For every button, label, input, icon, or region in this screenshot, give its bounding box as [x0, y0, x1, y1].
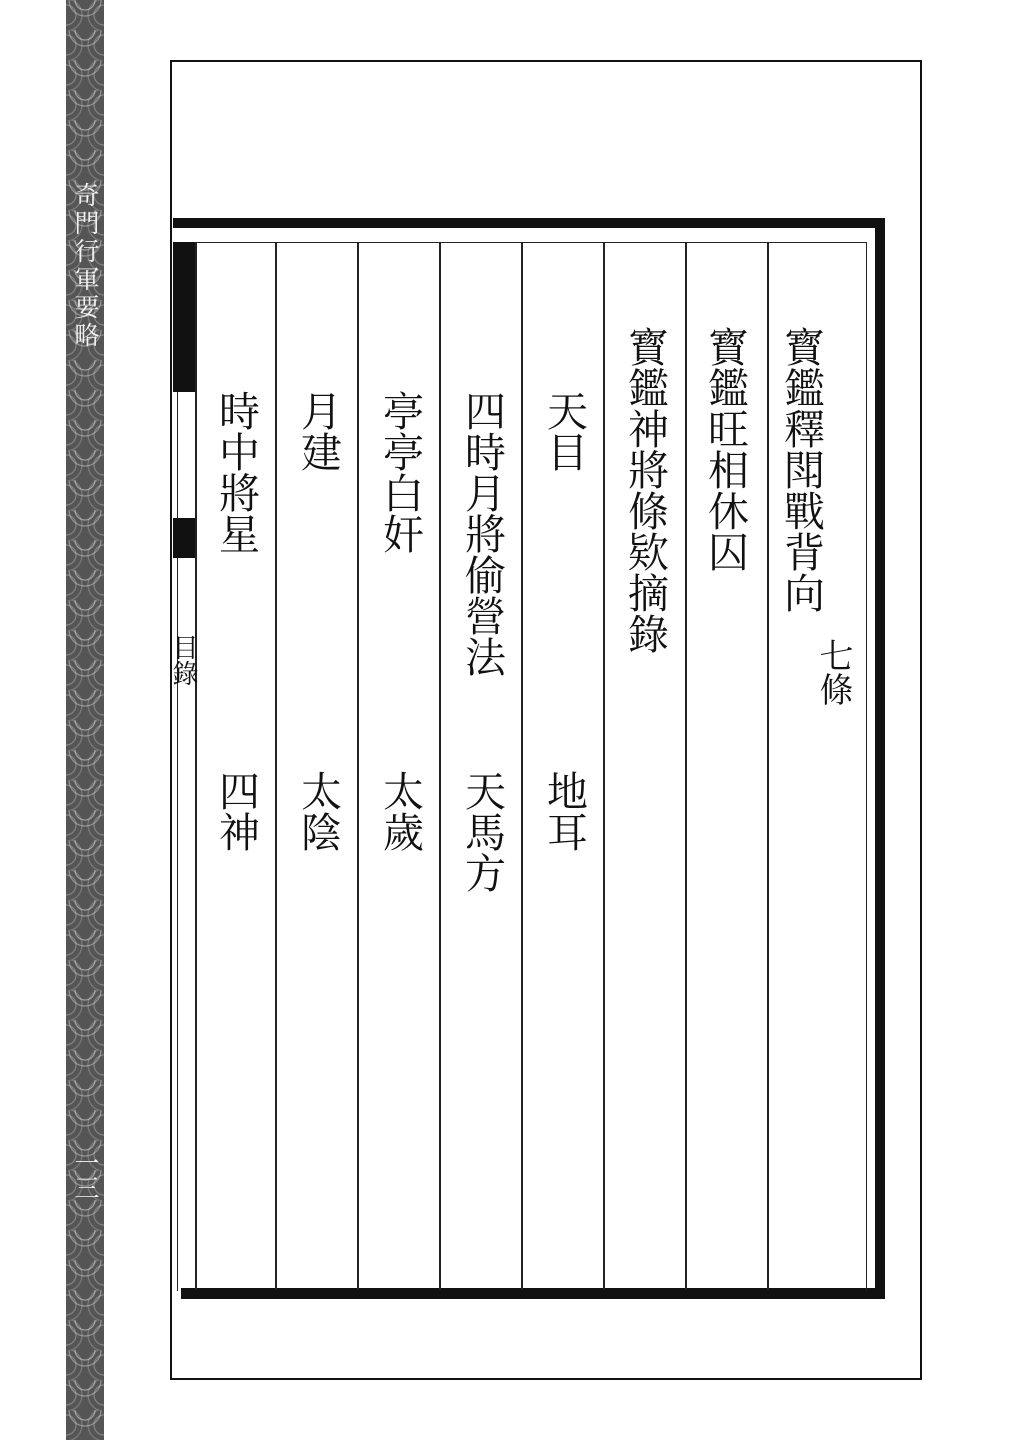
- toc-entry-3: 寳鑑神將條欵摘錄: [621, 326, 669, 654]
- toc-entry-8-upper: 時中將星: [212, 390, 260, 554]
- spine-label: 目錄: [168, 634, 198, 686]
- toc-entry-4-upper: 天目: [540, 390, 588, 472]
- toc-entry-5-lower: 天馬方: [458, 770, 506, 893]
- top-rule: [173, 218, 885, 228]
- column-divider: [521, 242, 523, 1290]
- page-number: 一三: [71, 1150, 100, 1200]
- scanned-page: [168, 218, 885, 1306]
- column-divider: [603, 242, 605, 1290]
- column-divider: [357, 242, 359, 1290]
- right-rule: [875, 218, 885, 1299]
- toc-entry-4-lower: 地耳: [540, 770, 588, 852]
- spine-mark: [173, 242, 195, 392]
- toc-entry-1: 寳鑑釋閗戰背向: [777, 326, 825, 613]
- column-divider: [685, 242, 687, 1290]
- column-divider: [767, 242, 769, 1290]
- toc-entry-6-lower: 太歲: [376, 770, 424, 852]
- toc-entry-7-lower: 太陰: [294, 770, 342, 852]
- column-divider: [195, 242, 197, 1290]
- toc-entry-2: 寳鑑旺相休囚: [701, 326, 749, 572]
- toc-entry-1-count: 七條: [813, 638, 853, 706]
- book-title: 奇門行軍要略: [71, 182, 100, 350]
- column-divider: [275, 242, 277, 1290]
- toc-entry-6-upper: 亭亭白奸: [376, 390, 424, 554]
- toc-entry-5-upper: 四時月將偷營法: [458, 390, 506, 677]
- spine-mark: [173, 518, 195, 558]
- column-divider: [439, 242, 441, 1290]
- toc-entry-8-lower: 四神: [212, 770, 260, 852]
- toc-entry-7-upper: 月建: [294, 390, 342, 472]
